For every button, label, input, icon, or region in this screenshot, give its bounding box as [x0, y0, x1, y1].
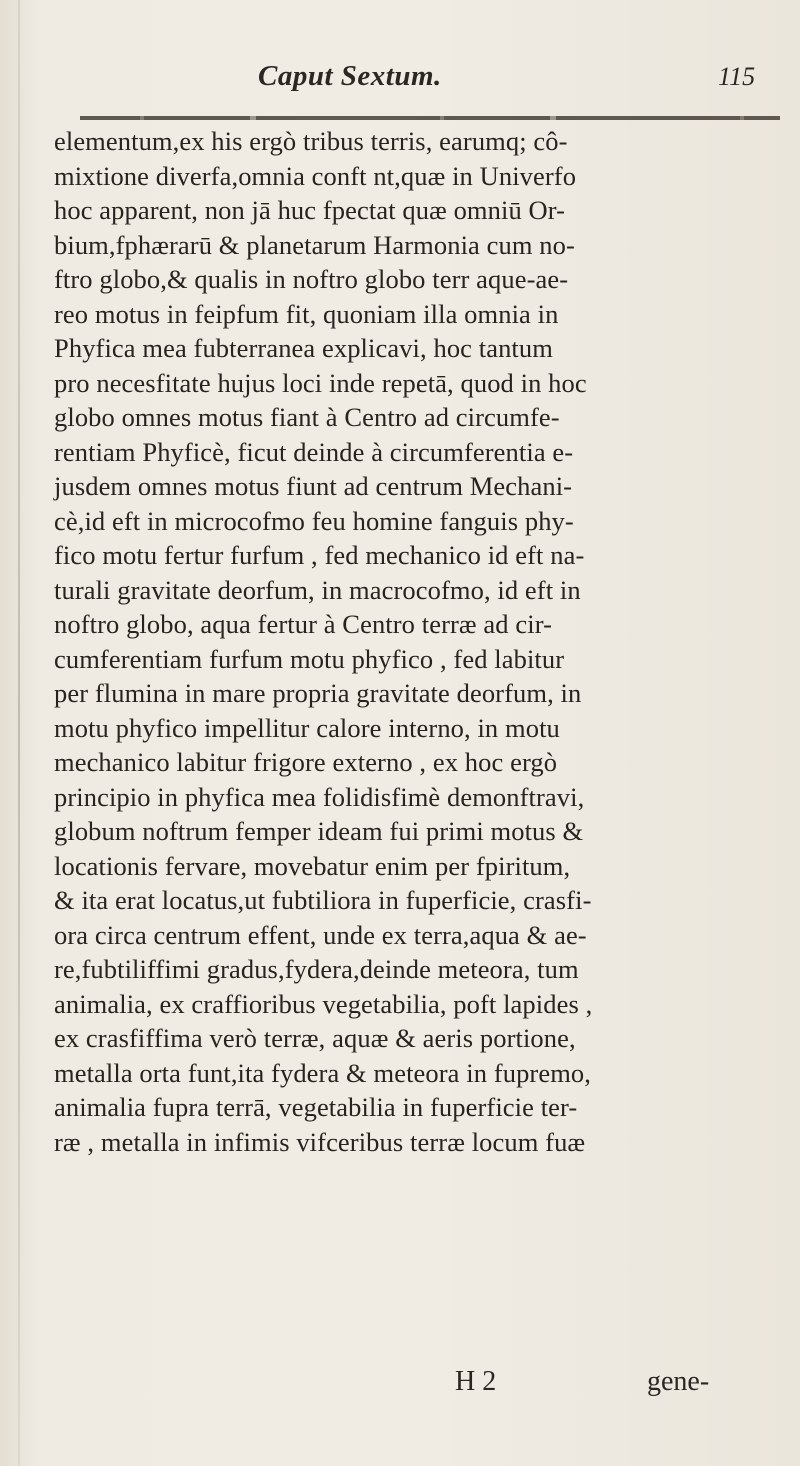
text-line: rentiam Phyficè, ficut deinde à circumferentia e- — [54, 436, 574, 467]
text-line: jusdem omnes motus fiunt ad centrum Mechani- — [54, 471, 573, 501]
text-line: principio in phyfica mea folidisfimè demonftravi, — [54, 781, 585, 812]
header-rule — [80, 116, 780, 120]
text-line: fico motu fertur furfum , fed mechanico id eft na- — [54, 540, 585, 570]
text-line: hoc apparent, non jā huc fpectat quæ omniū Or- — [54, 195, 566, 225]
page-header — [0, 58, 800, 98]
text-line: cumferentiam furfum motu phyfico , fed labitur — [54, 643, 565, 674]
text-line: animalia fupra terrā, vegetabilia in fuperficie ter- — [54, 1092, 578, 1122]
text-line: mechanico labitur frigore externo , ex hoc ergò — [54, 747, 558, 777]
running-head: Caput Sextum. — [258, 60, 442, 92]
text-line: ex crasfiffima verò terræ, aquæ & aeris portione, — [54, 1023, 576, 1053]
text-line: animalia, ex craffioribus vegetabilia, poft lapides , — [54, 988, 593, 1019]
text-line: metalla orta funt,ita fydera & meteora in fupremo, — [54, 1057, 591, 1088]
text-line: motu phyfico impellitur calore interno, in motu — [54, 712, 560, 743]
text-line: cè,id eft in microcofmo feu homine fanguis phy- — [54, 505, 574, 536]
text-line: globo omnes motus fiant à Centro ad circumfe- — [54, 402, 560, 432]
text-line: turali gravitate deorfum, in macrocofmo, id eft in — [54, 574, 581, 605]
body-text — [54, 124, 788, 1159]
binding-gutter — [18, 0, 20, 1466]
text-line: Phyfica mea fubterranea explicavi, hoc tantum — [54, 333, 553, 363]
text-line: globum noftrum femper ideam fui primi motus & — [54, 816, 584, 846]
page-number: 115 — [718, 62, 756, 91]
text-line: locationis fervare, movebatur enim per fpiritum, — [54, 850, 571, 881]
text-line: ftro globo,& qualis in noftro globo terr aque-ae- — [54, 264, 569, 294]
text-line: pro necesfitate hujus loci inde repetā, quod in hoc — [54, 367, 587, 398]
text-line: mixtione diverfa,omnia conft nt,quæ in Univerfo — [54, 160, 577, 191]
text-line: noftro globo, aqua fertur à Centro terræ ad cir- — [54, 609, 553, 639]
text-line: per flumina in mare propria gravitate deorfum, in — [54, 678, 582, 708]
catchword: gene- — [647, 1366, 710, 1397]
text-line: & ita erat locatus,ut fubtiliora in fuperficie, crasfi- — [54, 885, 592, 915]
text-line: elementum,ex his ergò tribus terris, earumq; cô- — [54, 126, 568, 156]
text-line: ora circa centrum effent, unde ex terra,aqua & ae- — [54, 919, 587, 950]
text-line: ræ , metalla in infimis vifceribus terræ locum fuæ — [54, 1126, 586, 1157]
text-line: bium,fphærarū & planetarum Harmonia cum no- — [54, 229, 575, 260]
page-footer — [0, 1366, 800, 1406]
text-line: re,fubtiliffimi gradus,fydera,deinde meteora, tum — [54, 954, 579, 984]
signature-mark: H 2 — [455, 1366, 497, 1397]
text-line: reo motus in feipfum fit, quoniam illa omnia in — [54, 298, 559, 329]
